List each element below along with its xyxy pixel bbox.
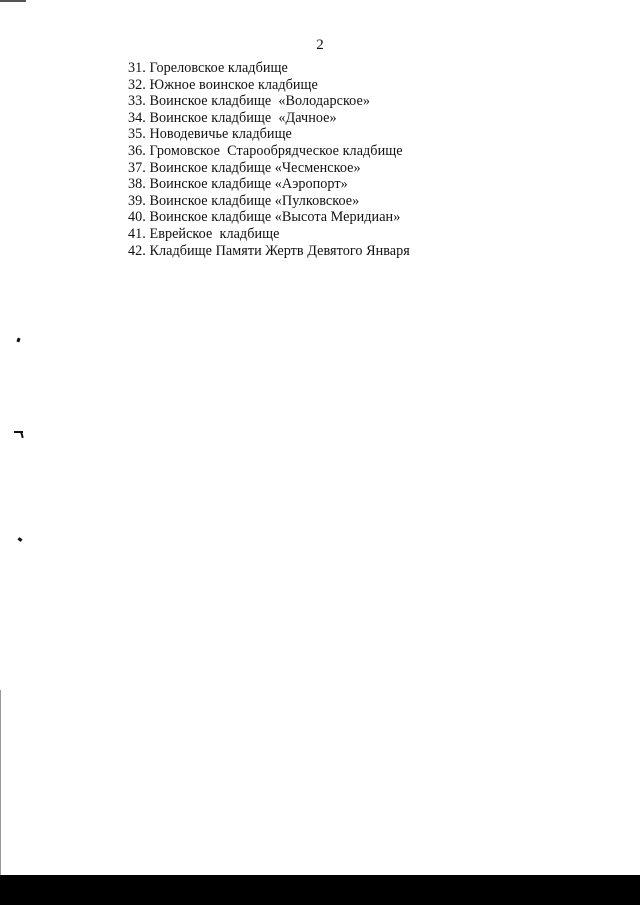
scan-mark-left-3 [18, 537, 23, 542]
list-item-39: 39. Воинское кладбище «Пулковское» [128, 192, 360, 209]
cemetery-list [128, 60, 410, 259]
scan-mark-left-2-tail [20, 432, 23, 438]
scan-mark-left-1 [16, 338, 20, 343]
scan-bottom-black-band [0, 875, 640, 905]
list-item-32: 32. Южное воинское кладбище [128, 76, 318, 93]
list-item-31: 31. Гореловское кладбище [128, 60, 288, 76]
scan-mark-top-left [0, 0, 26, 2]
scan-left-edge-line [0, 690, 1, 875]
list-item-37: 37. Воинское кладбище «Чесменское» [128, 159, 361, 176]
page-number: 2 [316, 37, 324, 53]
list-item-34: 34. Воинское кладбище «Дачное» [128, 109, 337, 126]
list-item-40: 40. Воинское кладбище «Высота Меридиан» [128, 209, 401, 226]
list-item-36: 36. Громовское Старообрядческое кладбище [128, 142, 403, 159]
list-item-38: 38. Воинское кладбище «Аэропорт» [128, 176, 348, 193]
list-item-33: 33. Воинское кладбище «Володарское» [128, 93, 370, 110]
list-item-42: 42. Кладбище Памяти Жертв Девятого Января [128, 242, 410, 259]
list-item-41: 41. Еврейское кладбище [128, 225, 280, 242]
list-item-35: 35. Новодевичье кладбище [128, 126, 292, 143]
